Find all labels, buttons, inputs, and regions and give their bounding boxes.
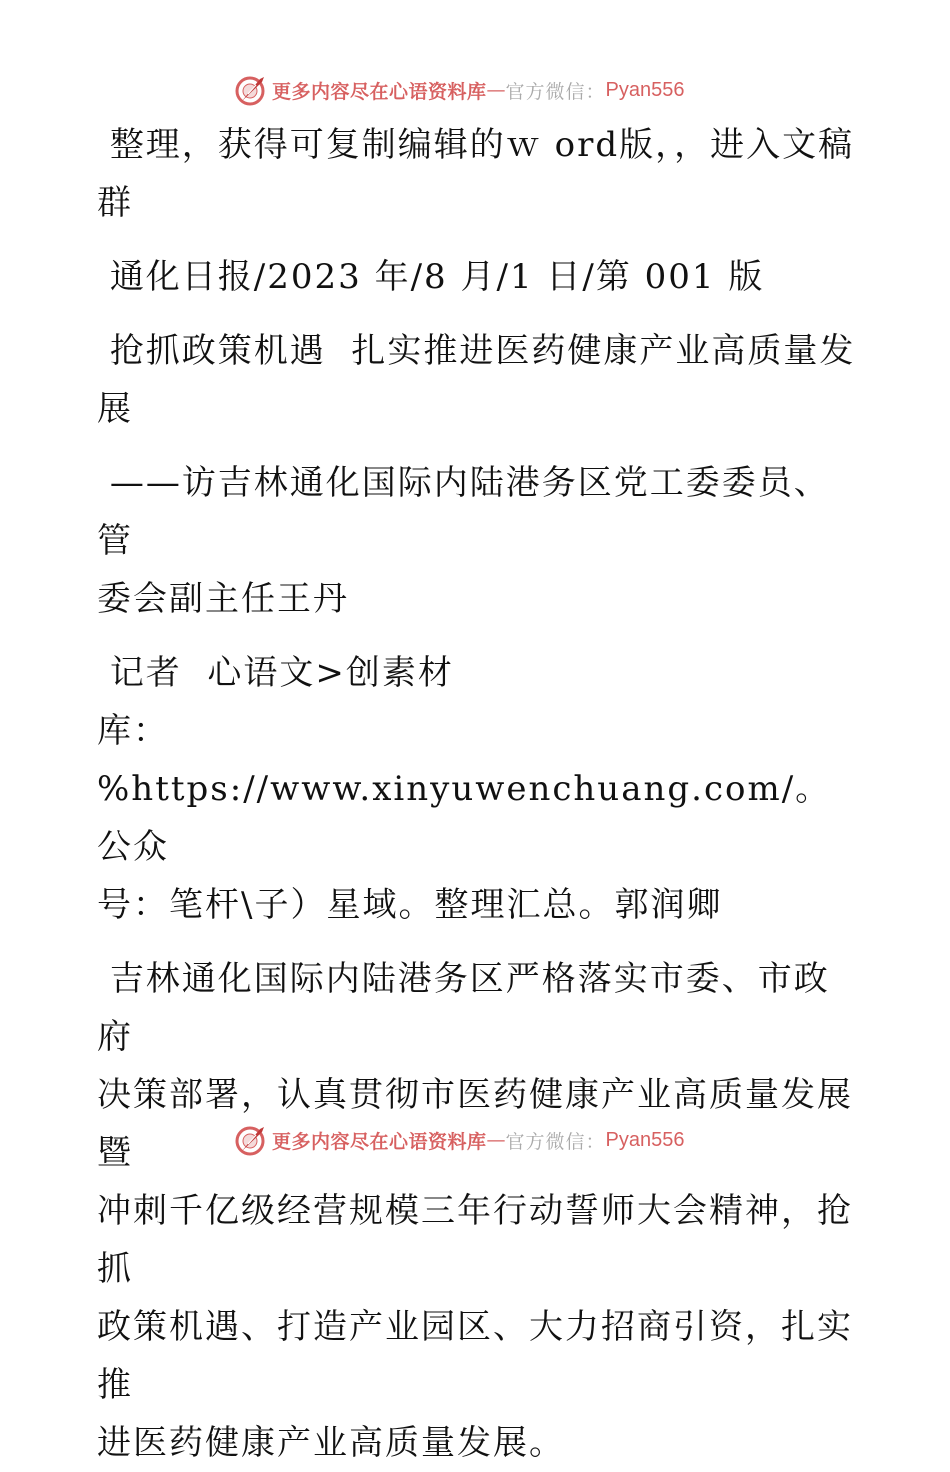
title-line: 抢抓政策机遇 扎实推进医药健康产业高质量发: [97, 331, 856, 371]
footer-watermark: [234, 1122, 685, 1158]
watermark-dash: —: [486, 1129, 506, 1151]
body-line: 冲刺千亿级经营规模三年行动誓师大会精神，抢抓: [97, 1191, 853, 1289]
article-title: [97, 322, 857, 438]
title-line: 展: [97, 389, 133, 429]
watermark-wechat-id: Pyan556: [605, 78, 685, 101]
watermark-main-text: 更多内容尽在心语资料库: [272, 80, 487, 103]
reporter-line: 库：%https://www.xinyuwenchuang.com/。公众: [97, 711, 832, 867]
body-line: 吉林通化国际内陆港务区严格落实市委、市政府: [97, 959, 830, 1057]
body-line: 进医药健康产业高质量发展。: [97, 1423, 565, 1463]
reporter-line: 记者 心语文>创素材: [97, 653, 454, 693]
quill-logo-icon: [234, 1123, 268, 1157]
text-line: 整理，获得可复制编辑的ｗ ord版，，进入文稿: [97, 125, 855, 165]
paragraph-body: [97, 950, 857, 1472]
subtitle-line: ——访吉林通化国际内陆港务区党工委委员、管: [97, 463, 830, 561]
text-line: 群: [97, 183, 133, 223]
paragraph-intro: [97, 116, 857, 232]
watermark-main-text: 更多内容尽在心语资料库: [272, 1130, 487, 1153]
watermark-wechat-id: Pyan556: [605, 1128, 685, 1151]
paragraph-source: [97, 248, 857, 306]
watermark-dash: —: [486, 79, 506, 101]
article-subtitle: [97, 454, 857, 628]
quill-logo-icon: [234, 73, 268, 107]
body-line: 决策部署，认真贯彻市医药健康产业高质量发展暨: [97, 1075, 853, 1173]
body-line: 政策机遇、打造产业园区、大力招商引资，扎实推: [97, 1307, 853, 1405]
document-body: [97, 116, 857, 1472]
reporter-line: 号：笔杆\子）星域。整理汇总。郭润卿: [97, 885, 723, 925]
header-watermark: [234, 72, 685, 108]
watermark-wechat-label: 官方微信：: [505, 1130, 606, 1153]
source-line: 通化日报/2023 年/8 月/1 日/第 001 版: [97, 257, 765, 297]
watermark-wechat-label: 官方微信：: [505, 80, 606, 103]
subtitle-line: 委会副主任王丹: [97, 579, 349, 619]
paragraph-reporter: [97, 644, 857, 934]
